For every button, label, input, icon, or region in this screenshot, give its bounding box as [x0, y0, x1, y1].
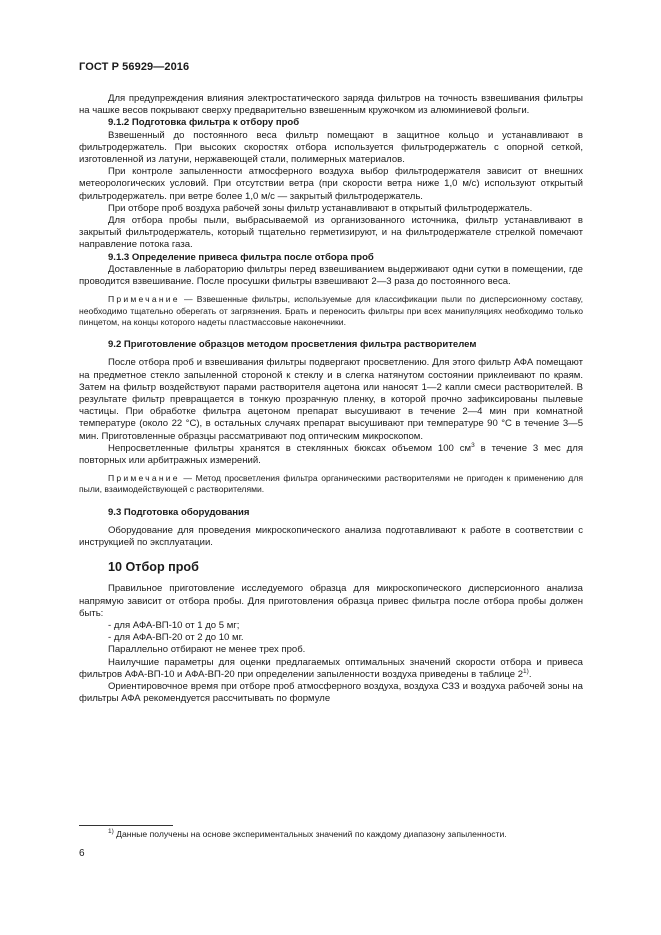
footnote	[79, 829, 583, 840]
paragraph-storage: Непросветленные фильтры хранятся в стеклянных бюксах объемом 100 $см^3$ в течение 3 мес для повторных или арбитражных измерений.	[79, 441, 583, 466]
note-solvent	[79, 473, 583, 496]
section-heading-10: 10 Отбор проб	[108, 560, 199, 575]
paragraph-weather: При контроле запыленности атмосферного воздуха выбор фильтродержателя зависит от внешних метеорологических условий. При отсутствии ветра (при скорости ветра ниже 1,0 м/с) используют открытый фильтродержатель. при ветре более 1,0 м/с — закрытый фильтродержатель.	[79, 166, 583, 202]
section-heading-9-3: 9.3 Подготовка оборудования	[108, 506, 250, 518]
list-item: - для АФА-ВП-10 от 1 до 5 мг;	[108, 619, 240, 631]
section-heading-9-1-2: 9.1.2 Подготовка фильтра к отбору проб	[108, 117, 300, 129]
section-heading-9-2: 9.2 Приготовление образцов методом просветления фильтра растворителем	[108, 339, 477, 351]
superscript-3: 3	[471, 441, 475, 449]
footnote-divider	[79, 825, 173, 826]
list-item: - для АФА-ВП-20 от 2 до 10 мг.	[108, 632, 244, 644]
paragraph-parallel: Параллельно отбирают не менее трех проб.	[108, 644, 306, 656]
paragraph-time: Ориентировочное время при отборе проб атмосферного воздуха, воздуха СЗЗ и воздуха рабочей зоны на фильтры АФА рекомендуется рассчитывать по формуле	[79, 681, 583, 705]
paragraph-sampling: Правильное приготовление исследуемого образца для микроскопического дисперсионного анализа напрямую зависит от отбора пробы. Для приготовления образца привес фильтра после отбора пробы должен быть:	[79, 583, 583, 619]
paragraph-organized-source: Для отбора пробы пыли, выбрасываемой из организованного источника, фильтр устанавливают в закрытый фильтродержатель, который тщательно герметизируют, и на фильтродержателе стрелкой помечают направление потока газа.	[79, 215, 583, 251]
paragraph-weighing: Доставленные в лабораторию фильтры перед взвешиванием выдерживают одни сутки в помещении, где проводится взвешивание. После просушки фильтры взвешивают 2—3 раза до постоянного веса.	[79, 263, 583, 288]
note-label: Примечание	[108, 294, 180, 305]
footnote-text: Данные получены на основе экспериментальных значений по каждому диапазону запыленности.	[113, 829, 507, 839]
note-filters	[79, 294, 583, 328]
note-text: — Взвешенные фильтры, используемые для классификации пыли по дисперсионному составу, необходимо тщательно оберегать от загрязнения. Брать и переносить фильтры при всех манипуляциях необходимо только пинцетом, на концы которого надеты пластмассовые наконечники.	[79, 294, 583, 327]
paragraph-clearing: После отбора проб и взвешивания фильтры подвергают просветлению. Для этого фильтр АФА помещают на предметное стекло запыленной стороной к стеклу и в слегка натянутом состоянии приклеивают по краям. Затем на фильтр воздействуют парами растворителя ацетона или наносят 1—2 капли смеси растворителей. В результате фильтр превращается в тонкую прозрачную пленку, в которой прочно зафиксированы пылевые частицы. При обработке фильтра ацетоном препарат высушивают в течение 2—4 мин при комнатной температуре (около 22 °С), в остальных случаях препарат высушивают при температуре 90 °С в течение 3—5 мин. Приготовленные образцы рассматривают под оптическим микроскопом.	[79, 357, 583, 442]
paragraph-parameters: Наилучшие параметры для оценки предлагаемых оптимальных значений скорости отбора и привеса фильтров АФА-ВП-10 и АФА-ВП-20 при определении запыленности воздуха приведены в таблице 2$^{1)}$.	[79, 656, 583, 680]
paragraph-foil-cover: Для предупреждения влияния электростатического заряда фильтров на точность взвешивания фильтры на чашке весов покрывают сверху предварительно взвешенным кружочком из алюминиевой фольги.	[79, 93, 583, 117]
paragraph-filter-holder: Взвешенный до постоянного веса фильтр помещают в защитное кольцо и устанавливают в фильтродержатель. При высоких скоростях отбора используется фильтродержатель с опорной сеткой, изготовленной из латуни, нержавеющей стали, полимерных материалов.	[79, 129, 583, 166]
document-body	[79, 93, 583, 705]
section-heading-9-1-3: 9.1.3 Определение привеса фильтра после отбора проб	[108, 251, 374, 263]
standard-header: ГОСТ Р 56929—2016	[79, 61, 190, 73]
paragraph-equipment: Оборудование для проведения микроскопического анализа подготавливают к работе в соответствии с инструкцией по эксплуатации.	[79, 524, 583, 549]
page-number: 6	[79, 848, 85, 859]
footnote-mark: 1)	[108, 828, 114, 836]
footnote-ref: 1)	[523, 667, 529, 675]
paragraph-work-zone: При отборе проб воздуха рабочей зоны фильтр устанавливают в открытый фильтродержатель.	[108, 202, 533, 214]
note-text: — Метод просветления фильтра органическими растворителями не пригоден к применению для пыли, взаимодействующей с растворителями.	[79, 473, 583, 495]
note-label: Примечание	[108, 473, 180, 484]
